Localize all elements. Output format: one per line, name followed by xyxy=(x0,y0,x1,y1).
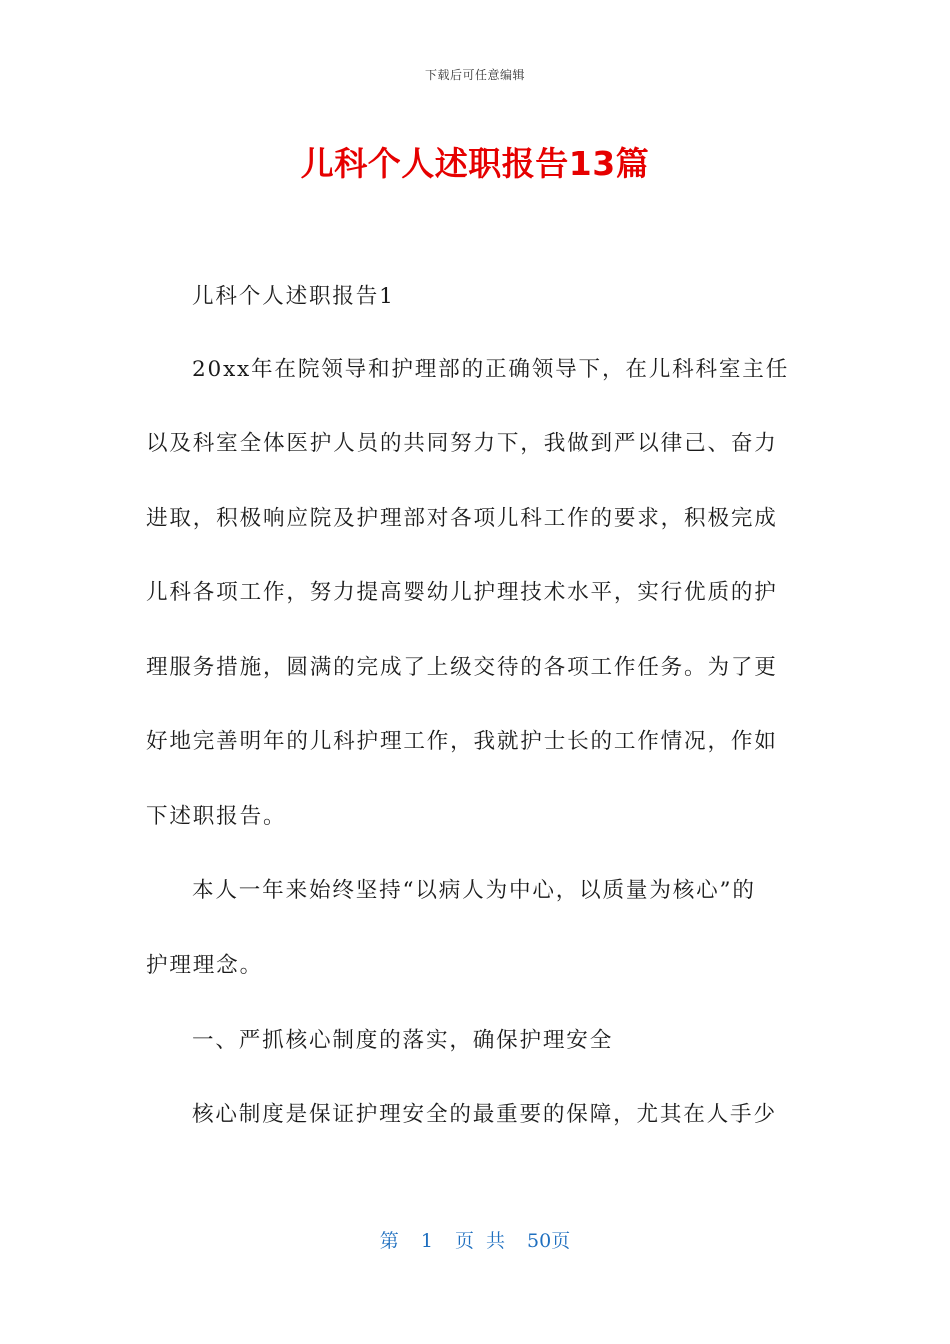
paragraph-line: 20xx年在院领导和护理部的正确领导下，在儿科科室主任 xyxy=(192,357,790,382)
paragraph-line: 理服务措施，圆满的完成了上级交待的各项工作任务。为了更 xyxy=(146,655,778,680)
header-note: 下载后可任意编辑 xyxy=(424,68,525,82)
paragraph-line: 下述职报告。 xyxy=(146,804,287,829)
paragraph-line: 本人一年来始终坚持“以病人为中心，以质量为核心”的 xyxy=(192,878,756,903)
section-heading: 儿科个人述职报告1 xyxy=(192,284,395,309)
footer-prefix: 第 xyxy=(379,1230,399,1252)
paragraph-line: 护理理念。 xyxy=(146,953,263,978)
page-footer xyxy=(0,1226,950,1253)
paragraph-line: 以及科室全体医护人员的共同努力下，我做到严以律己、奋力 xyxy=(146,431,778,456)
footer-current-page: 1 xyxy=(420,1230,433,1252)
footer-middle: 页 共 xyxy=(454,1230,505,1252)
paragraph-line: 儿科各项工作，努力提高婴幼儿护理技术水平，实行优质的护 xyxy=(146,580,778,605)
paragraph-line: 进取，积极响应院及护理部对各项儿科工作的要求，积极完成 xyxy=(146,506,778,531)
document-title: 儿科个人述职报告13篇 xyxy=(300,144,650,183)
subsection-heading: 一、严抓核心制度的落实，确保护理安全 xyxy=(192,1028,614,1053)
paragraph-line: 核心制度是保证护理安全的最重要的保障，尤其在人手少 xyxy=(192,1102,777,1127)
footer-total-pages: 50页 xyxy=(527,1230,571,1252)
paragraph-line: 好地完善明年的儿科护理工作，我就护士长的工作情况，作如 xyxy=(146,729,778,754)
